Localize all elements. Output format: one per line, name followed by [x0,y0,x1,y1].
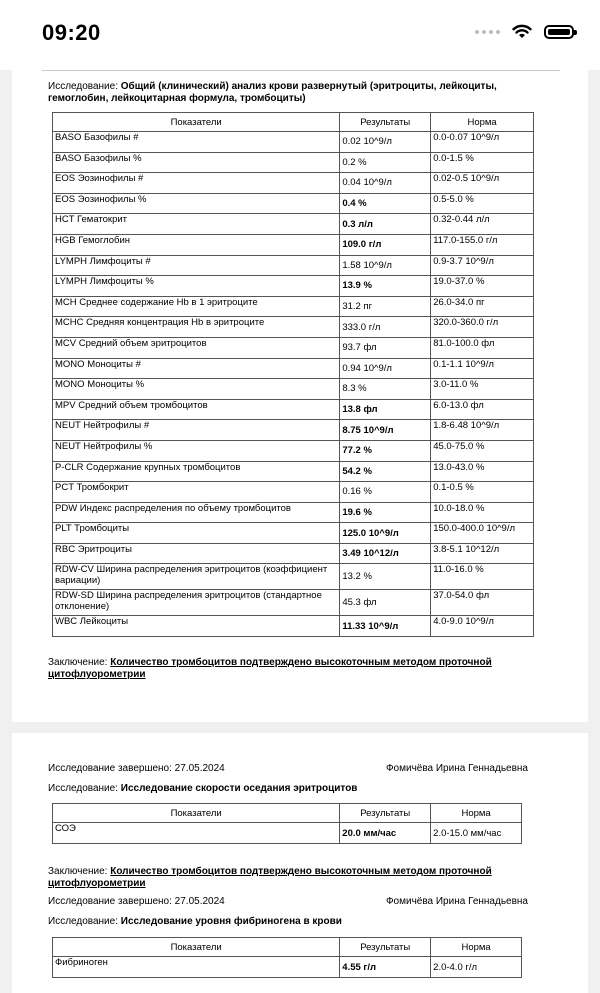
indicator-name: MONO Моноциты # [53,358,340,379]
indicator-name: Фибриноген [53,957,340,978]
table-row [53,957,522,978]
indicator-name: RDW-CV Ширина распределения эритроцитов (коэффициент вариации) [53,564,340,590]
norm-value: 0.32-0.44 л/л [431,214,534,235]
indicator-name: PLT Тромбоциты [53,523,340,544]
indicator-name: BASO Базофилы # [53,132,340,153]
indicator-name: MCH Среднее содержание Hb в 1 эритроците [53,296,340,317]
indicator-name: HGB Гемоглобин [53,234,340,255]
cbc-results-table [52,112,534,637]
completed-date: Исследование завершено: 27.05.2024 [48,896,225,907]
table-row [53,152,534,173]
document-page-2 [12,733,588,993]
signal-icon [475,30,500,34]
table-header-row [53,938,522,957]
indicator-name: EOS Эозинофилы % [53,193,340,214]
esr-results-table [52,803,522,844]
doctor-name: Фомичёва Ирина Геннадьевна [385,896,528,907]
indicator-name: HCT Гематокрит [53,214,340,235]
table-row [53,564,534,590]
norm-value: 3.0-11.0 % [431,379,534,400]
table-row [53,317,534,338]
indicator-name: MCHC Средняя концентрация Hb в эритроците [53,317,340,338]
norm-value: 81.0-100.0 фл [431,337,534,358]
result-value: 54.2 % [340,461,431,482]
result-value: 109.0 г/л [340,234,431,255]
table-row [53,173,534,194]
table-row [53,543,534,564]
norm-value: 0.0-0.07 10^9/л [431,132,534,153]
table-row [53,461,534,482]
result-value: 125.0 10^9/л [340,523,431,544]
header-norm: Норма [431,804,522,823]
norm-value: 0.0-1.5 % [431,152,534,173]
conclusion: Заключение: Количество тромбоцитов подтверждено высокоточным методом проточной цитофлуорометрии [48,866,492,889]
norm-value: 0.02-0.5 10^9/л [431,173,534,194]
header-indicator: Показатели [53,113,340,132]
result-value: 8.75 10^9/л [340,420,431,441]
result-value: 8.3 % [340,379,431,400]
table-row [53,399,534,420]
indicator-name: EOS Эозинофилы # [53,173,340,194]
result-value: 93.7 фл [340,337,431,358]
indicator-name: LYMPH Лимфоциты % [53,276,340,297]
table-row [53,255,534,276]
norm-value: 0.1-1.1 10^9/л [431,358,534,379]
indicator-name: RDW-SD Ширина распределения эритроцитов (стандартное отклонение) [53,590,340,616]
indicator-name: NEUT Нейтрофилы % [53,440,340,461]
table-row [53,379,534,400]
result-value: 3.49 10^12/л [340,543,431,564]
table-row [53,132,534,153]
wifi-icon [512,24,532,39]
page-divider [42,70,560,71]
result-value: 0.04 10^9/л [340,173,431,194]
norm-value: 6.0-13.0 фл [431,399,534,420]
indicator-name: BASO Базофилы % [53,152,340,173]
norm-value: 0.9-3.7 10^9/л [431,255,534,276]
table-header-row [53,113,534,132]
norm-value: 117.0-155.0 г/л [431,234,534,255]
result-value: 13.8 фл [340,399,431,420]
result-value: 45.3 фл [340,590,431,616]
research-heading: Исследование: Исследование скорости оседания эритроцитов [48,783,358,794]
indicator-name: MCV Средний объем эритроцитов [53,337,340,358]
table-row [53,214,534,235]
table-row [53,502,534,523]
indicator-name: СОЭ [53,823,340,844]
norm-value: 45.0-75.0 % [431,440,534,461]
table-row [53,276,534,297]
result-value: 0.2 % [340,152,431,173]
norm-value: 2.0-15.0 мм/час [431,823,522,844]
norm-value: 0.5-5.0 % [431,193,534,214]
result-value: 0.02 10^9/л [340,132,431,153]
result-value: 4.55 г/л [340,957,431,978]
norm-value: 37.0-54.0 фл [431,590,534,616]
result-value: 31.2 пг [340,296,431,317]
norm-value: 320.0-360.0 г/л [431,317,534,338]
norm-value: 0.1-0.5 % [431,482,534,503]
header-result: Результаты [340,804,431,823]
norm-value: 26.0-34.0 пг [431,296,534,317]
table-row [53,440,534,461]
result-value: 333.0 г/л [340,317,431,338]
result-value: 0.3 л/л [340,214,431,235]
header-result: Результаты [340,938,431,957]
result-value: 20.0 мм/час [340,823,431,844]
table-row [53,590,534,616]
research-heading: Исследование: Общий (клинический) анализ крови развернутый (эритроциты, лейкоциты, гемоглобин, лейкоцитарная формула, тромбоциты) [48,81,497,104]
status-bar [0,0,600,70]
header-norm: Норма [431,113,534,132]
header-norm: Норма [431,938,522,957]
indicator-name: PCT Тромбокрит [53,482,340,503]
result-value: 77.2 % [340,440,431,461]
norm-value: 1.8-6.48 10^9/л [431,420,534,441]
table-row [53,296,534,317]
completed-date: Исследование завершено: 27.05.2024 [48,763,225,774]
indicator-name: P-CLR Содержание крупных тромбоцитов [53,461,340,482]
norm-value: 2.0-4.0 г/л [431,957,522,978]
norm-value: 3.8-5.1 10^12/л [431,543,534,564]
header-indicator: Показатели [53,804,340,823]
indicator-name: MPV Средний объем тромбоцитов [53,399,340,420]
indicator-name: PDW Индекс распределения по объему тромбоцитов [53,502,340,523]
table-header-row [53,804,522,823]
norm-value: 4.0-9.0 10^9/л [431,616,534,637]
indicator-name: WBC Лейкоциты [53,616,340,637]
fibrinogen-results-table [52,937,522,978]
result-value: 13.2 % [340,564,431,590]
table-row [53,616,534,637]
result-value: 0.94 10^9/л [340,358,431,379]
table-row [53,193,534,214]
norm-value: 19.0-37.0 % [431,276,534,297]
header-result: Результаты [340,113,431,132]
research-heading: Исследование: Исследование уровня фибриногена в крови [48,916,342,927]
header-indicator: Показатели [53,938,340,957]
result-value: 11.33 10^9/л [340,616,431,637]
table-row [53,420,534,441]
battery-icon [544,25,574,39]
doctor-name: Фомичёва Ирина Геннадьевна [385,763,528,774]
table-row [53,823,522,844]
table-row [53,523,534,544]
result-value: 13.9 % [340,276,431,297]
result-value: 0.16 % [340,482,431,503]
table-row [53,234,534,255]
result-value: 19.6 % [340,502,431,523]
conclusion: Заключение: Количество тромбоцитов подтверждено высокоточным методом проточной цитофлуорометрии [48,657,492,680]
norm-value: 11.0-16.0 % [431,564,534,590]
norm-value: 13.0-43.0 % [431,461,534,482]
indicator-name: LYMPH Лимфоциты # [53,255,340,276]
norm-value: 150.0-400.0 10^9/л [431,523,534,544]
indicator-name: MONO Моноциты % [53,379,340,400]
indicator-name: NEUT Нейтрофилы # [53,420,340,441]
status-icons [475,24,574,39]
table-row [53,482,534,503]
result-value: 0.4 % [340,193,431,214]
status-time: 09:20 [42,20,101,45]
indicator-name: RBC Эритроциты [53,543,340,564]
table-row [53,337,534,358]
norm-value: 10.0-18.0 % [431,502,534,523]
table-row [53,358,534,379]
result-value: 1.58 10^9/л [340,255,431,276]
document-page-1 [12,70,588,722]
